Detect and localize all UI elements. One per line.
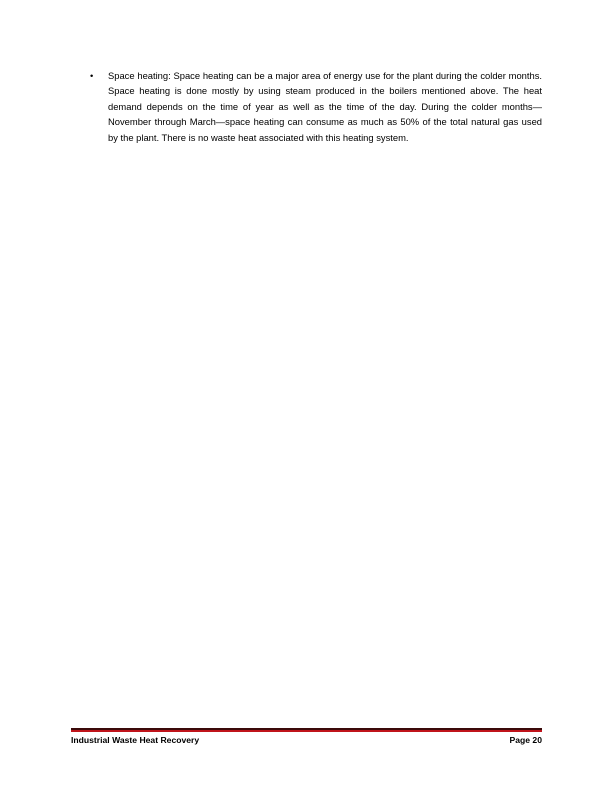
footer-title: Industrial Waste Heat Recovery — [71, 735, 200, 745]
bullet-icon: • — [90, 70, 94, 81]
page-footer — [71, 734, 542, 746]
bullet-text: Space heating: Space heating can be a major area of energy use for the plant during the colder months. Space heating is done mostly by using steam produced in the boilers mentioned above. The heat demand depends on the time of year as well as the time of the day. During the colder months—November through March—space heating can consume as much as 50% of the total natural gas used by the plant. There is no waste heat associated with this heating system. — [108, 70, 542, 143]
footer-page-number: Page 20 — [509, 735, 542, 745]
page-content — [90, 68, 542, 145]
footer-rule-red — [71, 730, 542, 732]
bullet-item-space-heating — [90, 68, 542, 145]
bullet-list — [90, 68, 542, 145]
